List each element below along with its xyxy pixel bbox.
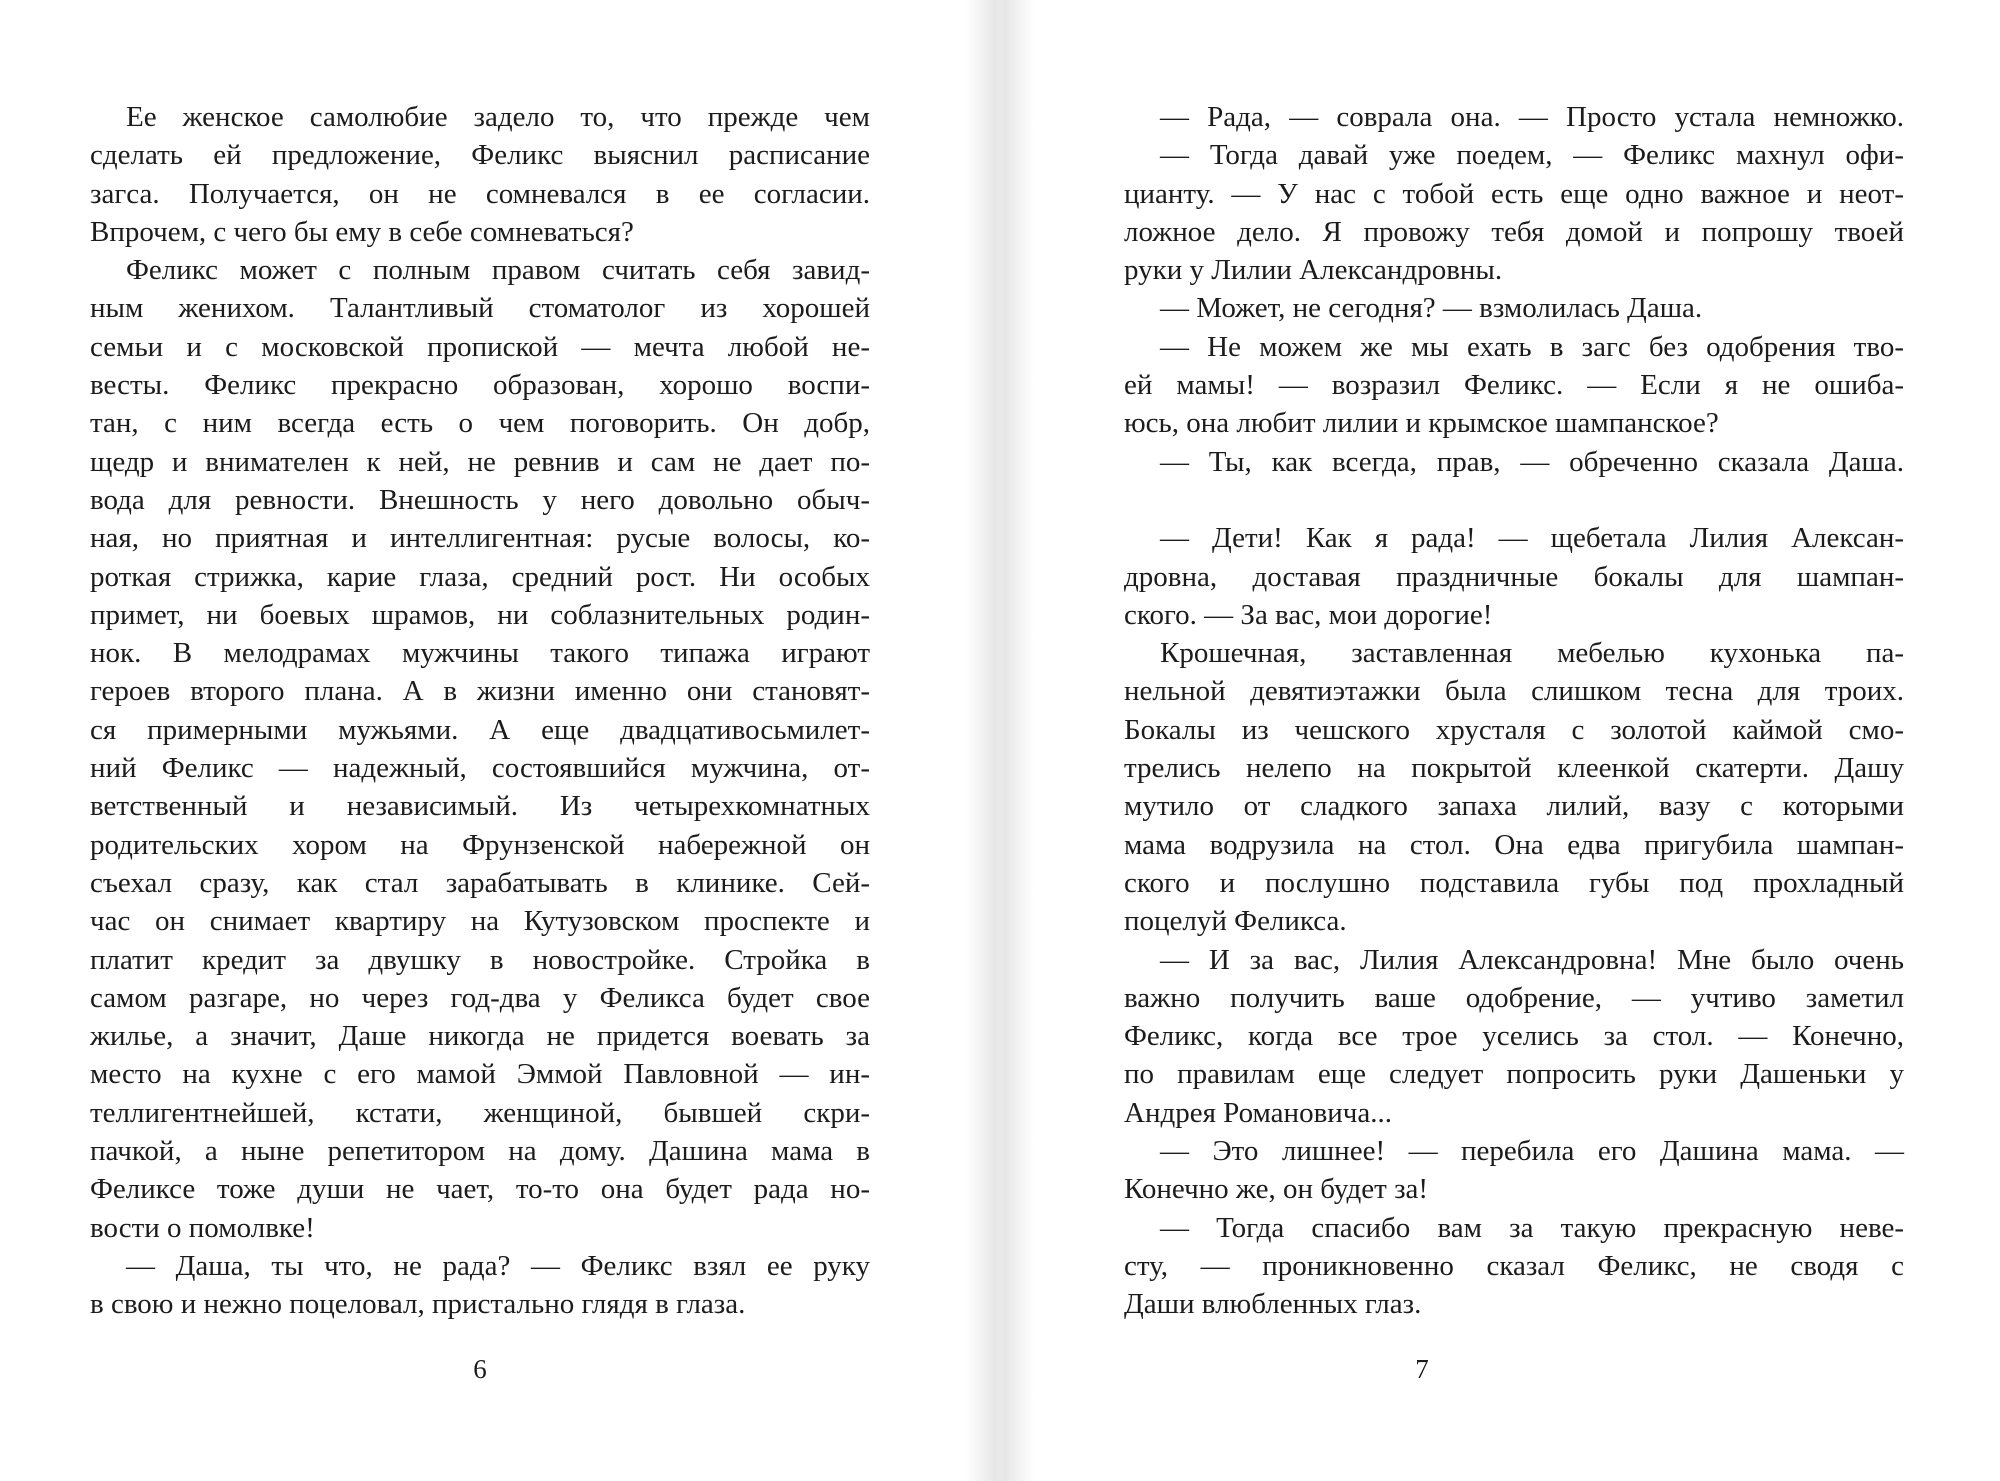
- left-page-text: [90, 98, 870, 1324]
- page-number-left: [0, 1354, 996, 1384]
- text-line: Андрея Романовича...: [1124, 1096, 1392, 1129]
- text-line: щедр и внимателен к ней, не ревнив и сам не дает по-: [90, 445, 870, 478]
- gutter-shadow: [1004, 0, 1034, 1481]
- text-line: Даши влюбленных глаз.: [1124, 1288, 1422, 1321]
- page-number-left-value: 6: [473, 1354, 487, 1384]
- text-line: Бокалы из чешского хрусталя с золотой каймой смо-: [1124, 713, 1904, 746]
- text-line: Ее женское самолюбие задело то, что прежде чем: [126, 101, 870, 133]
- text-line: платит кредит за двушку в новостройке. Стройка в: [90, 943, 870, 976]
- text-line: героев второго плана. А в жизни именно они становят-: [90, 675, 870, 708]
- text-line: нок. В мелодрамах мужчины такого типажа играют: [90, 637, 870, 670]
- text-line: ная, но приятная и интеллигентная: русые волосы, ко-: [90, 522, 870, 555]
- text-line: самом разгаре, но через год-два у Феликса будет свое: [90, 981, 870, 1014]
- text-line: теллигентнейшей, кстати, женщиной, бывшей скри-: [90, 1096, 870, 1129]
- text-line: — Дети! Как я рада! — щебетала Лилия Алексан-: [1160, 522, 1904, 555]
- text-line: жилье, а значит, Даше никогда не придется воевать за: [90, 1020, 870, 1053]
- text-line: ского и послушно подставила губы под прохладный: [1124, 866, 1904, 899]
- text-line: важно получить ваше одобрение, — учтиво заметил: [1124, 981, 1904, 1014]
- text-line: Впрочем, с чего бы ему в себе сомневаться?: [90, 215, 634, 248]
- text-line: цианту. — У нас с тобой есть еще одно важное и неот-: [1124, 177, 1904, 210]
- text-line: час он снимает квартиру на Кутузовском проспекте и: [90, 905, 870, 938]
- text-line: вода для ревности. Внешность у него довольно обыч-: [90, 483, 870, 516]
- text-line: трелись нелепо на покрытой клеенкой скатерти. Дашу: [1124, 752, 1904, 785]
- text-line: — И за вас, Лилия Александровна! Мне было очень: [1160, 943, 1904, 976]
- right-page-text: [1124, 98, 1904, 1324]
- text-line: ского. — За вас, мои дорогие!: [1124, 598, 1493, 631]
- text-line: Феликсе тоже души не чает, то-то она будет рада но-: [90, 1173, 870, 1206]
- text-line: Феликс, когда все трое уселись за стол. — Конечно,: [1124, 1020, 1904, 1053]
- text-line: ветственный и независимый. Из четырехкомнатных: [90, 790, 870, 823]
- text-line: — Тогда спасибо вам за такую прекрасную неве-: [1160, 1211, 1904, 1244]
- gutter-shadow: [966, 0, 996, 1481]
- text-line: съехал сразу, как стал зарабатывать в клинике. Сей-: [90, 866, 870, 899]
- text-line: — Может, не сегодня? — взмолилась Даша.: [1160, 292, 1703, 325]
- text-line: весты. Феликс прекрасно образован, хорошо воспи-: [90, 369, 870, 402]
- text-line: Конечно же, он будет за!: [1124, 1173, 1429, 1206]
- text-line: — Ты, как всегда, прав, — обреченно сказала Даша.: [1160, 445, 1904, 478]
- page-number-right-value: 7: [1415, 1354, 1429, 1384]
- text-line: — Это лишнее! — перебила его Дашина мама. —: [1160, 1135, 1904, 1168]
- text-line: роткая стрижка, карие глаза, средний рост. Ни особых: [90, 560, 870, 593]
- text-line: сту, — проникновенно сказал Феликс, не сводя с: [1124, 1249, 1904, 1282]
- text-line: юсь, она любит лилии и крымское шампанское?: [1124, 407, 1719, 440]
- right-page: [1004, 0, 2000, 1481]
- text-line: мутило от сладкого запаха лилий, вазу с которыми: [1124, 790, 1904, 823]
- text-line: вости о помолвке!: [90, 1211, 315, 1244]
- text-line: ложное дело. Я провожу тебя домой и попрошу твоей: [1124, 215, 1904, 248]
- text-line: — Даша, ты что, не рада? — Феликс взял ее руку: [126, 1249, 870, 1282]
- text-line: — Не можем же мы ехать в загс без одобрения тво-: [1160, 330, 1904, 363]
- text-line: пачкой, а ныне репетитором на дому. Дашина мама в: [90, 1135, 870, 1168]
- page-number-right: [1004, 1354, 2000, 1384]
- text-line: — Тогда давай уже поедем, — Феликс махнул офи-: [1160, 139, 1904, 172]
- text-line: семьи и с московской пропиской — мечта любой не-: [90, 330, 870, 363]
- text-line: руки у Лилии Александровны.: [1124, 254, 1503, 287]
- text-line: ний Феликс — надежный, состоявшийся мужчина, от-: [90, 752, 870, 785]
- text-line: нельной девятиэтажки была слишком тесна для троих.: [1124, 675, 1904, 708]
- text-line: мама водрузила на стол. Она едва пригубила шампан-: [1124, 828, 1904, 861]
- text-line: по правилам еще следует попросить руки Дашеньки у: [1124, 1058, 1904, 1091]
- text-line: — Рада, — соврала она. — Просто устала немножко.: [1160, 101, 1904, 133]
- text-line: место на кухне с его мамой Эммой Павловной — ин-: [90, 1058, 870, 1091]
- text-line: Крошечная, заставленная мебелью кухонька па-: [1160, 637, 1904, 670]
- text-line: Феликс может с полным правом считать себя завид-: [126, 254, 870, 287]
- text-line: загса. Получается, он не сомневался в ее согласии.: [90, 177, 870, 210]
- text-line: родительских хором на Фрунзенской набережной он: [90, 828, 870, 861]
- text-line: ным женихом. Талантливый стоматолог из хорошей: [90, 292, 870, 325]
- text-line: ей мамы! — возразил Феликс. — Если я не ошиба-: [1124, 369, 1904, 402]
- text-line: сделать ей предложение, Феликс выяснил расписание: [90, 139, 870, 172]
- text-line: [1124, 481, 1904, 519]
- text-line: поцелуй Феликса.: [1124, 905, 1347, 938]
- text-line: в свою и нежно поцеловал, пристально глядя в глаза.: [90, 1288, 746, 1321]
- left-page: [0, 0, 996, 1481]
- text-line: примет, ни боевых шрамов, ни соблазнительных родин-: [90, 598, 870, 631]
- text-line: ся примерными мужьями. А еще двадцативосьмилет-: [90, 713, 870, 746]
- text-line: тан, с ним всегда есть о чем поговорить. Он добр,: [90, 407, 870, 440]
- text-line: дровна, доставая праздничные бокалы для шампан-: [1124, 560, 1904, 593]
